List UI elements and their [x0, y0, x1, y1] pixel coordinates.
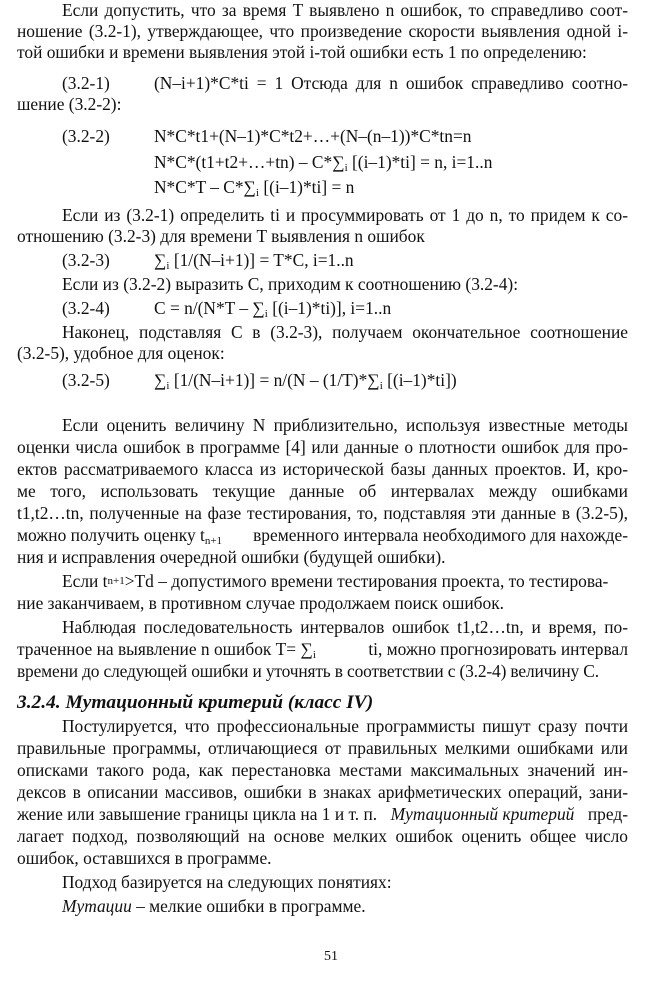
paragraph-3: Если из (3.2-2) выразить C, приходим к соотношению (3.2-4): [62, 274, 519, 294]
formula-subscript: i [344, 162, 348, 174]
text-segment: >Td – допустимого времени тестирования проекта, то тестирова- [124, 571, 609, 591]
text-subscript: n+1 [204, 535, 223, 547]
paragraph-5-line-3: ектов рассматриваемого класса из исторической базы данных проектов. И, кро- [17, 459, 628, 479]
formula-text: [(i–1)*ti] = n [259, 177, 355, 197]
paragraph-1-line-2: ношение (3.2-1), утверждающее, что произведение скорости выявления одной i- [17, 21, 628, 41]
definition-term: Мутации [62, 896, 132, 916]
formula-subscript: i [379, 380, 383, 392]
paragraph-5-line-1: Если оценить величину N приблизительно, используя известные методы [62, 415, 628, 435]
paragraph-6-line-2: ние заканчиваем, в противном случае продолжаем поиск ошибок. [17, 593, 504, 613]
paragraph-7-line-1: Наблюдая последовательность интервалов ошибок t1,t2…tn, и время, по- [62, 617, 628, 637]
paragraph-9: Подход базируется на следующих понятиях: [62, 872, 392, 892]
equation-3-2-2-line-1: N*C*t1+(N–1)*C*t2+…+(N–(n–1))*C*tn=n [154, 126, 472, 146]
paragraph-8-line-3: описками такого рода, как перестановка местами максимальных значений ин- [17, 760, 628, 780]
paragraph-5-line-5: t1,t2…tn, полученные на фазе тестирования, то, подставляя эти данные в (3.2-5), [17, 503, 628, 523]
page-number: 51 [324, 949, 338, 964]
text-subscript: n+1 [107, 575, 125, 587]
equation-3-2-2-line-3 [154, 177, 354, 204]
formula-subscript: i [264, 308, 268, 320]
paragraph-5-line-4: ме того, использовать текущие данные об интервалах между ошибками [17, 481, 628, 501]
equation-number-3-2-2: (3.2-2) [62, 126, 110, 146]
text-segment: Если t [62, 571, 108, 591]
text-segment: можно получить оценку t [17, 525, 205, 545]
formula-subscript: i [166, 260, 170, 272]
paragraph-5-line-7: ния и исправления очередной ошибки (будущей ошибки). [17, 547, 446, 567]
equation-3-2-1: (N–i+1)*C*ti = 1 Отсюда для n ошибок справедливо соотно- [154, 73, 628, 93]
text-segment: жение или завышение границы цикла на 1 и т. п. [17, 804, 378, 824]
definition-line [62, 896, 662, 917]
paragraph-7-line-2-end: ti, можно прогнозировать интервал [368, 639, 628, 659]
paragraph-8-line-1: Постулируется, что профессиональные программисты пишут сразу почти [62, 716, 628, 736]
paragraph-8-line-2: правильные программы, отличающиеся от правильных мелкими ошибками или [17, 738, 628, 758]
formula-text: [(i–1)*ti)], i=1..n [267, 298, 392, 318]
paragraph-5-line-6-end: временного интервала необходимого для нахожде- [253, 525, 628, 545]
paragraph-1-line-1: Если допустить, что за время T выявлено n ошибок, то справедливо соот- [62, 0, 628, 20]
equation-number-3-2-5: (3.2-5) [62, 370, 110, 390]
paragraph-8-line-5 [17, 804, 628, 825]
formula-text: [(i–1)*ti]) [382, 370, 457, 390]
text-segment: пред- [587, 804, 628, 824]
text-segment: траченное на выявление n ошибок T= ∑ [17, 639, 313, 659]
formula-text: [1/(N–i+1)] = T*C, i=1..n [169, 250, 354, 270]
sum-symbol: ∑ [154, 370, 167, 390]
formula-text: C = n/(N*T – ∑ [154, 298, 265, 318]
paragraph-4-line-1: Наконец, подставляя C в (3.2-3), получаем окончательное соотношение [62, 322, 628, 342]
equation-3-2-5 [154, 370, 457, 397]
paragraph-2-line-1: Если из (3.2-1) определить ti и просуммировать от 1 до n, то придем к со- [62, 205, 628, 225]
formula-text: [(i–1)*ti] = n, i=1..n [347, 152, 493, 172]
paragraph-6-line-1 [62, 571, 628, 592]
paragraph-1-line-3: той ошибки и времени выявления этой i-той ошибки есть 1 по определению: [17, 42, 587, 62]
paragraph-7-line-3: времени до следующей ошибки и уточнять в соответствии с (3.2-4) величину C. [17, 661, 599, 681]
formula-text: [1/(N–i+1)] = n/(N – (1/T)*∑ [169, 370, 380, 390]
equation-3-2-1-continuation: шение (3.2-2): [17, 94, 122, 114]
formula-text: N*C*(t1+t2+…+tn) – C*∑ [154, 152, 345, 172]
equation-number-3-2-4: (3.2-4) [62, 298, 110, 318]
formula-subscript: i [166, 380, 170, 392]
term-mutation-criterion: Мутационный критерий [390, 804, 575, 824]
section-heading: 3.2.4. Мутационный критерий (класс IV) [17, 692, 374, 713]
text-subscript: i [312, 649, 316, 661]
definition-text: – мелкие ошибки в программе. [131, 896, 366, 916]
paragraph-2-line-2: отношению (3.2-3) для времени T выявления n ошибок [17, 226, 425, 246]
equation-number-3-2-1: (3.2-1) [62, 73, 110, 93]
paragraph-4-line-2: (3.2-5), удобное для оценок: [17, 343, 225, 363]
paragraph-8-line-4: дексов в описании массивов, ошибки в знаках арифметических операций, зани- [17, 782, 628, 802]
equation-number-3-2-3: (3.2-3) [62, 250, 110, 270]
paragraph-8-line-6: лагает подход, позволяющий на основе мелких ошибок оценить общее число [17, 826, 628, 846]
sum-symbol: ∑ [154, 250, 167, 270]
equation-3-2-2-line-2 [154, 152, 492, 179]
paragraph-5-line-2: оценки числа ошибок в программе [4] или данные о плотности ошибок для про- [17, 437, 628, 457]
paragraph-8-line-7: ошибок, оставшихся в программе. [17, 848, 272, 868]
formula-text: N*C*T – C*∑ [154, 177, 256, 197]
formula-subscript: i [255, 187, 260, 199]
